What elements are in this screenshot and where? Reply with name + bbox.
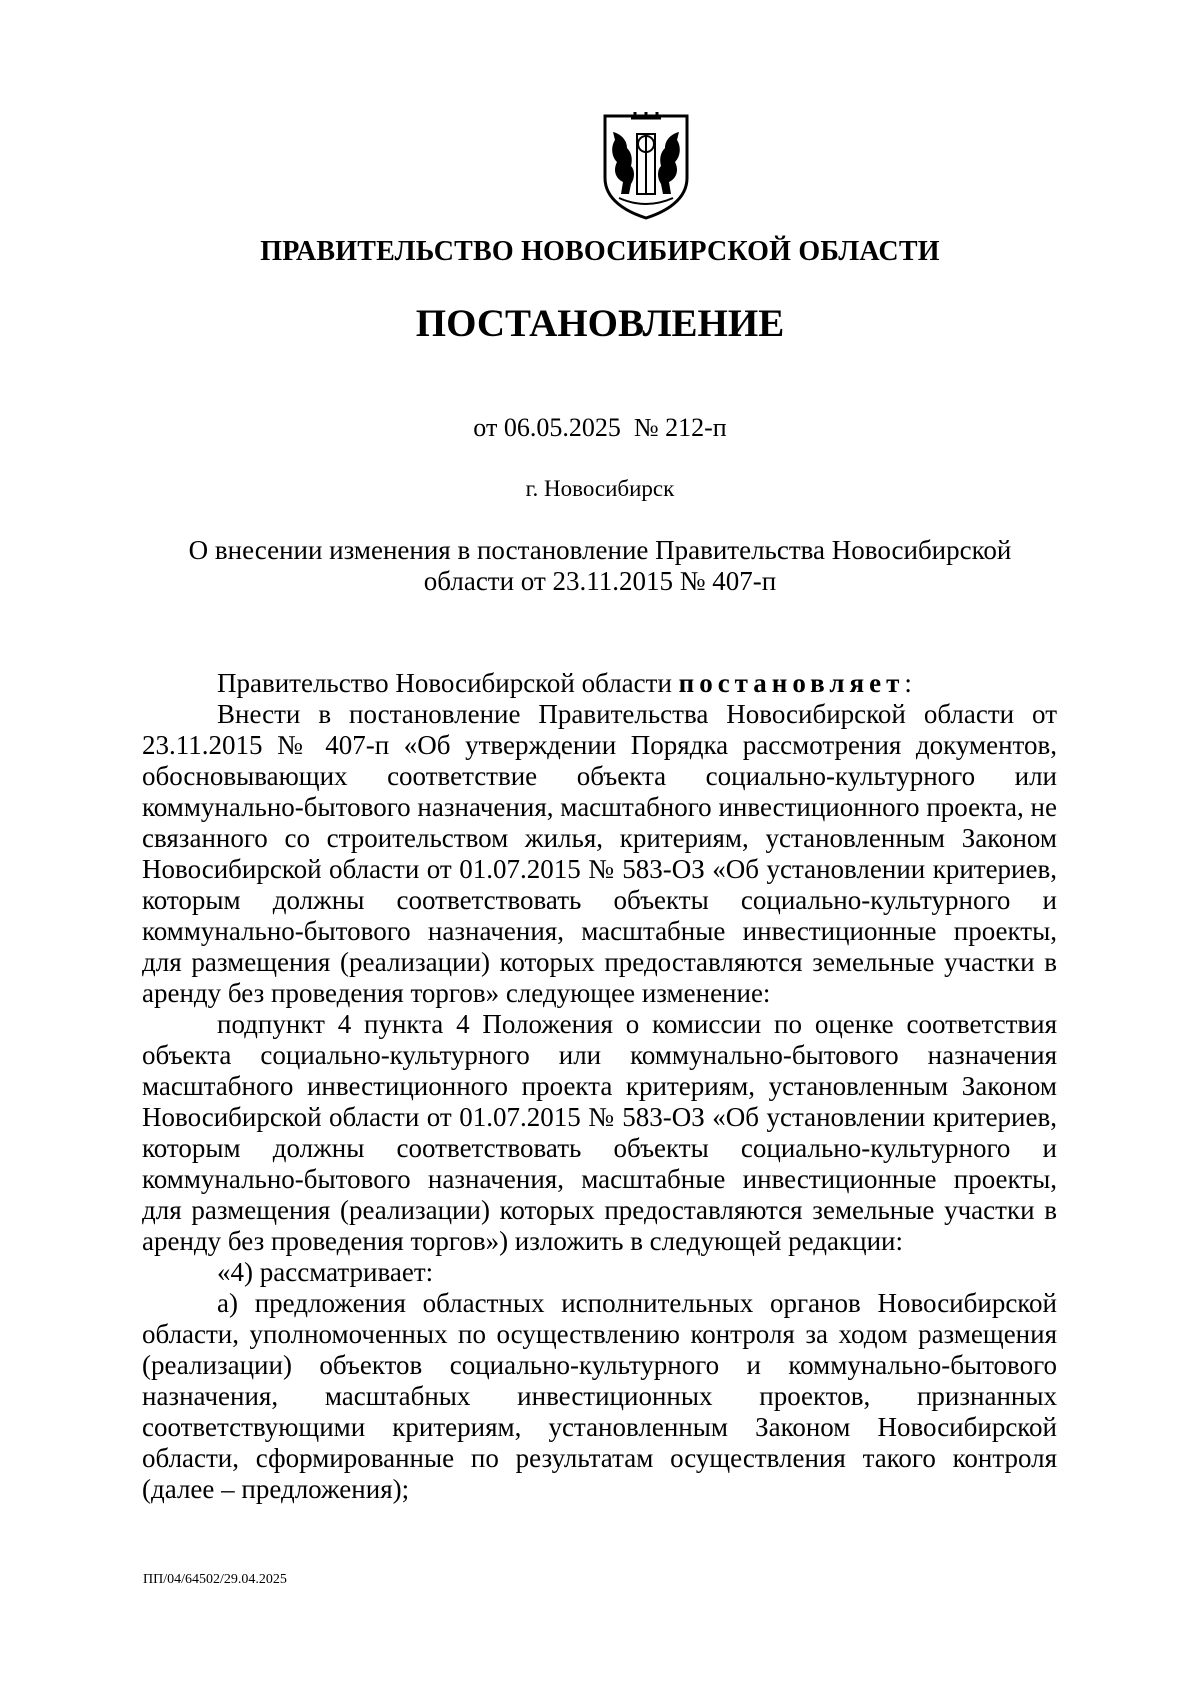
- document-body: [142, 668, 1057, 1505]
- intro-keyword: постановляет: [678, 668, 905, 698]
- document-type-title: ПОСТАНОВЛЕНИЕ: [415, 302, 785, 345]
- resolution-intro: [142, 668, 1057, 699]
- document-subject: О внесении изменения в постановление Правительства Новосибирской области от 23.11.2015 № 407-п: [188, 535, 1012, 596]
- intro-suffix: :: [904, 668, 912, 698]
- body-paragraph: подпункт 4 пункта 4 Положения о комиссии по оценке соответствия объекта социально-культурного или коммунально-бытового назначения масштабного инвестиционного проекта критериям, установленным Законом Новосибирской области от 01.07.2015 № 583-ОЗ «Об установлении критериев, которым должны соответствовать объекты социально-культурного и коммунально-бытового назначения, масштабные инвестиционные проекты, для размещения (реализации) которых предоставляются земельные участки в аренду без проведения торгов») изложить в следующей редакции:: [142, 1009, 1057, 1256]
- document-code: ПП/04/64502/29.04.2025: [143, 1572, 287, 1587]
- document-city: г. Новосибирск: [525, 476, 675, 501]
- coat-of-arms-icon: [601, 112, 691, 220]
- government-title: ПРАВИТЕЛЬСТВО НОВОСИБИРСКОЙ ОБЛАСТИ: [260, 236, 940, 267]
- body-paragraph: а) предложения областных исполнительных органов Новосибирской области, уполномоченных по осуществлению контроля за ходом размещения (реализации) объектов социально-культурного и коммунально-бытового назначения, масштабных инвестиционных проектов, признанных соответствующими критериям, установленным Законом Новосибирской области, сформированные по результатам осуществления такого контроля (далее – предложения);: [142, 1288, 1057, 1504]
- body-paragraph: «4) рассматривает:: [217, 1257, 434, 1287]
- document-date-number: от 06.05.2025 № 212-п: [473, 413, 727, 442]
- intro-prefix: Правительство Новосибирской области: [217, 668, 679, 698]
- body-paragraph: Внести в постановление Правительства Новосибирской области от 23.11.2015 № 407-п «Об утверждении Порядка рассмотрения документов, обосновывающих соответствие объекта социально-культурного или коммунально-бытового назначения, масштабного инвестиционного проекта, не связанного со строительством жилья, критериям, установленным Законом Новосибирской области от 01.07.2015 № 583-ОЗ «Об установлении критериев, которым должны соответствовать объекты социально-культурного и коммунально-бытового назначения, масштабные инвестиционные проекты, для размещения (реализации) которых предоставляются земельные участки в аренду без проведения торгов» следующее изменение:: [142, 699, 1057, 1008]
